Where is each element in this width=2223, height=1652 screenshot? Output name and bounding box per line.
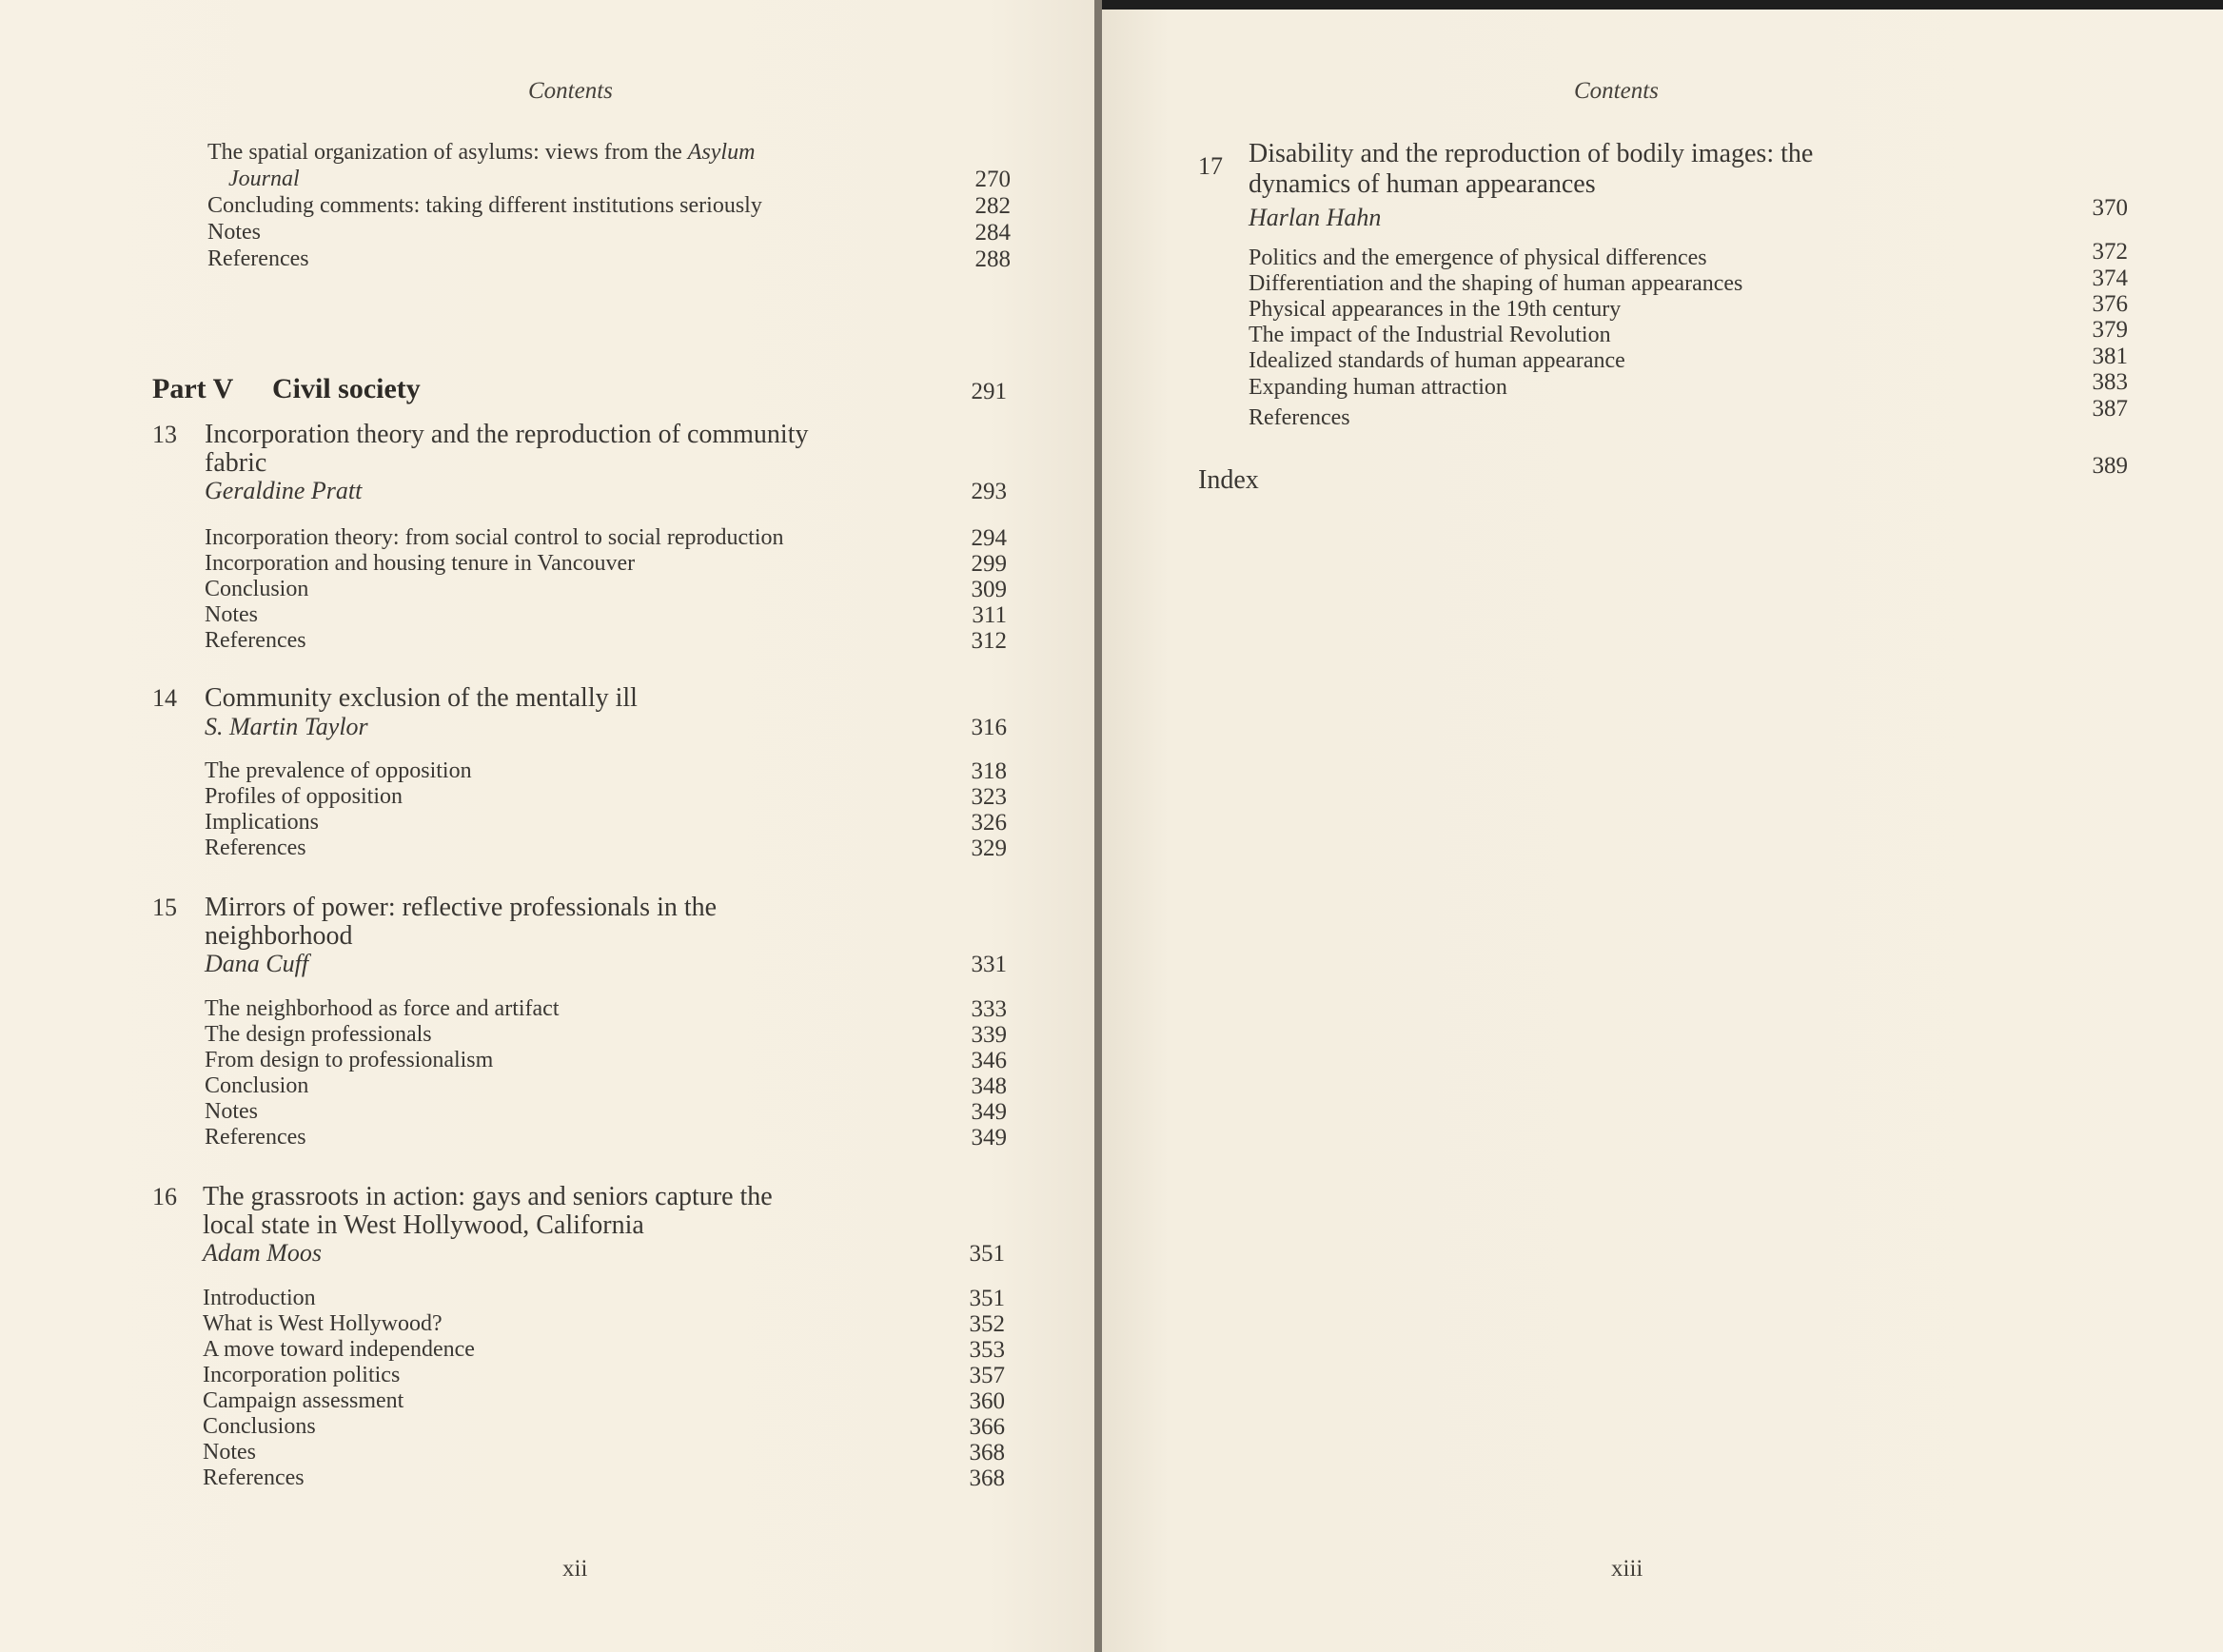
page-number: 379 bbox=[2092, 317, 2128, 343]
toc-section: Incorporation theory: from social control to social reproduction bbox=[205, 525, 784, 550]
toc-section: A move toward independence bbox=[203, 1337, 475, 1362]
toc-section: Implications bbox=[205, 810, 319, 835]
chapter-author: Geraldine Pratt bbox=[205, 477, 363, 504]
page-number: 389 bbox=[2092, 453, 2128, 479]
chapter-title: Disability and the reproduction of bodily images: the bbox=[1249, 139, 1814, 168]
toc-section: References bbox=[203, 1465, 305, 1490]
page-number: 309 bbox=[971, 577, 1007, 602]
page-number: 333 bbox=[971, 996, 1007, 1022]
toc-section: Notes bbox=[203, 1440, 256, 1465]
page-number: 349 bbox=[971, 1099, 1007, 1125]
toc-section: Physical appearances in the 19th century bbox=[1249, 297, 1622, 322]
toc-section: References bbox=[205, 1125, 306, 1150]
toc-section: References bbox=[207, 246, 309, 271]
chapter-title-line2: local state in West Hollywood, California bbox=[203, 1210, 644, 1240]
page-number: 351 bbox=[969, 1286, 1005, 1311]
chapter-number: 17 bbox=[1198, 152, 1223, 180]
folio: xiii bbox=[1611, 1556, 1643, 1582]
toc-section: What is West Hollywood? bbox=[203, 1311, 443, 1336]
page-number: 352 bbox=[969, 1311, 1005, 1337]
page-number: 312 bbox=[971, 628, 1007, 654]
toc-section: Profiles of opposition bbox=[205, 784, 403, 809]
page-number: 360 bbox=[969, 1388, 1005, 1414]
toc-section: Incorporation politics bbox=[203, 1363, 401, 1387]
chapter-title-line2: fabric bbox=[205, 448, 267, 478]
chapter-title-line2: neighborhood bbox=[205, 921, 353, 951]
toc-section: References bbox=[205, 836, 306, 860]
page-number: 339 bbox=[971, 1022, 1007, 1048]
toc-section: Campaign assessment bbox=[203, 1388, 404, 1413]
toc-section: Notes bbox=[205, 602, 258, 627]
page-number: 318 bbox=[971, 758, 1007, 784]
page-number: 372 bbox=[2092, 239, 2128, 265]
page-number: 387 bbox=[2092, 396, 2128, 422]
toc-section: Incorporation and housing tenure in Vancouver bbox=[205, 551, 636, 576]
toc-section: Conclusion bbox=[205, 577, 309, 601]
chapter-title: Incorporation theory and the reproduction of community bbox=[205, 420, 809, 449]
page-number: 293 bbox=[971, 479, 1007, 504]
chapter-title: Community exclusion of the mentally ill bbox=[205, 683, 638, 713]
page-number: 370 bbox=[2092, 195, 2128, 221]
page-number: 353 bbox=[969, 1337, 1005, 1363]
page-number: 284 bbox=[974, 220, 1011, 246]
running-head: Contents bbox=[528, 78, 613, 104]
toc-section: Notes bbox=[207, 220, 261, 245]
page-number: 282 bbox=[974, 193, 1011, 219]
chapter-author: S. Martin Taylor bbox=[205, 713, 368, 740]
chapter-author: Harlan Hahn bbox=[1249, 204, 1382, 231]
page-number: 348 bbox=[971, 1073, 1007, 1099]
page-number: 381 bbox=[2092, 344, 2128, 369]
chapter-number: 13 bbox=[152, 421, 177, 448]
page-number: 323 bbox=[971, 784, 1007, 810]
part-title: Civil society bbox=[272, 373, 421, 404]
page-number: 351 bbox=[969, 1241, 1005, 1267]
toc-section: References bbox=[1249, 405, 1350, 430]
toc-section: Politics and the emergence of physical differences bbox=[1249, 246, 1707, 270]
chapter-number: 16 bbox=[152, 1183, 177, 1210]
page-number: 299 bbox=[971, 551, 1007, 577]
page-number: 366 bbox=[969, 1414, 1005, 1440]
book-edge bbox=[1102, 0, 2223, 10]
page-number: 329 bbox=[971, 836, 1007, 861]
toc-section: Notes bbox=[205, 1099, 258, 1124]
toc-section: Concluding comments: taking different institutions seriously bbox=[207, 193, 762, 218]
chapter-title-line2: dynamics of human appearances bbox=[1249, 169, 1596, 199]
page-number: 346 bbox=[971, 1048, 1007, 1073]
page-number: 357 bbox=[969, 1363, 1005, 1388]
toc-section: Conclusion bbox=[205, 1073, 309, 1098]
toc-section: The design professionals bbox=[205, 1022, 432, 1047]
page-number: 291 bbox=[971, 379, 1007, 404]
toc-section: The prevalence of opposition bbox=[205, 758, 472, 783]
page-number: 349 bbox=[971, 1125, 1007, 1150]
toc-section: Expanding human attraction bbox=[1249, 375, 1507, 400]
toc-section: Introduction bbox=[203, 1286, 316, 1310]
chapter-title: The grassroots in action: gays and seniors capture the bbox=[203, 1182, 773, 1211]
toc-section: Differentiation and the shaping of human appearances bbox=[1249, 271, 1743, 296]
page-number: 368 bbox=[969, 1440, 1005, 1465]
chapter-author: Dana Cuff bbox=[205, 950, 309, 977]
running-head: Contents bbox=[1574, 78, 1659, 104]
page-number: 294 bbox=[971, 525, 1007, 551]
toc-section: The spatial organization of asylums: views from the Asylum bbox=[207, 140, 756, 165]
left-page bbox=[0, 0, 1098, 1652]
chapter-number: 14 bbox=[152, 684, 177, 712]
chapter-title: Mirrors of power: reflective professionals in the bbox=[205, 893, 718, 922]
chapter-author: Adam Moos bbox=[203, 1239, 322, 1267]
page-number: 288 bbox=[974, 246, 1011, 272]
toc-section: References bbox=[205, 628, 306, 653]
page-number: 316 bbox=[971, 715, 1007, 740]
toc-section: The neighborhood as force and artifact bbox=[205, 996, 560, 1021]
page-number: 368 bbox=[969, 1465, 1005, 1491]
page-number: 374 bbox=[2092, 266, 2128, 291]
page-number: 311 bbox=[972, 602, 1007, 628]
page-number: 376 bbox=[2092, 291, 2128, 317]
index-entry: Index bbox=[1198, 465, 1259, 495]
folio: xii bbox=[562, 1556, 588, 1582]
toc-section: From design to professionalism bbox=[205, 1048, 494, 1072]
chapter-number: 15 bbox=[152, 894, 177, 921]
page-number: 383 bbox=[2092, 369, 2128, 395]
toc-section: The impact of the Industrial Revolution bbox=[1249, 323, 1611, 347]
page-number: 326 bbox=[971, 810, 1007, 836]
toc-section: Idealized standards of human appearance bbox=[1249, 348, 1625, 373]
right-page bbox=[1102, 0, 2223, 1652]
toc-section-continuation: Journal bbox=[228, 167, 300, 191]
toc-section: Conclusions bbox=[203, 1414, 316, 1439]
part-label: Part V bbox=[152, 373, 234, 404]
page-number: 270 bbox=[974, 167, 1011, 192]
page-number: 331 bbox=[971, 952, 1007, 977]
